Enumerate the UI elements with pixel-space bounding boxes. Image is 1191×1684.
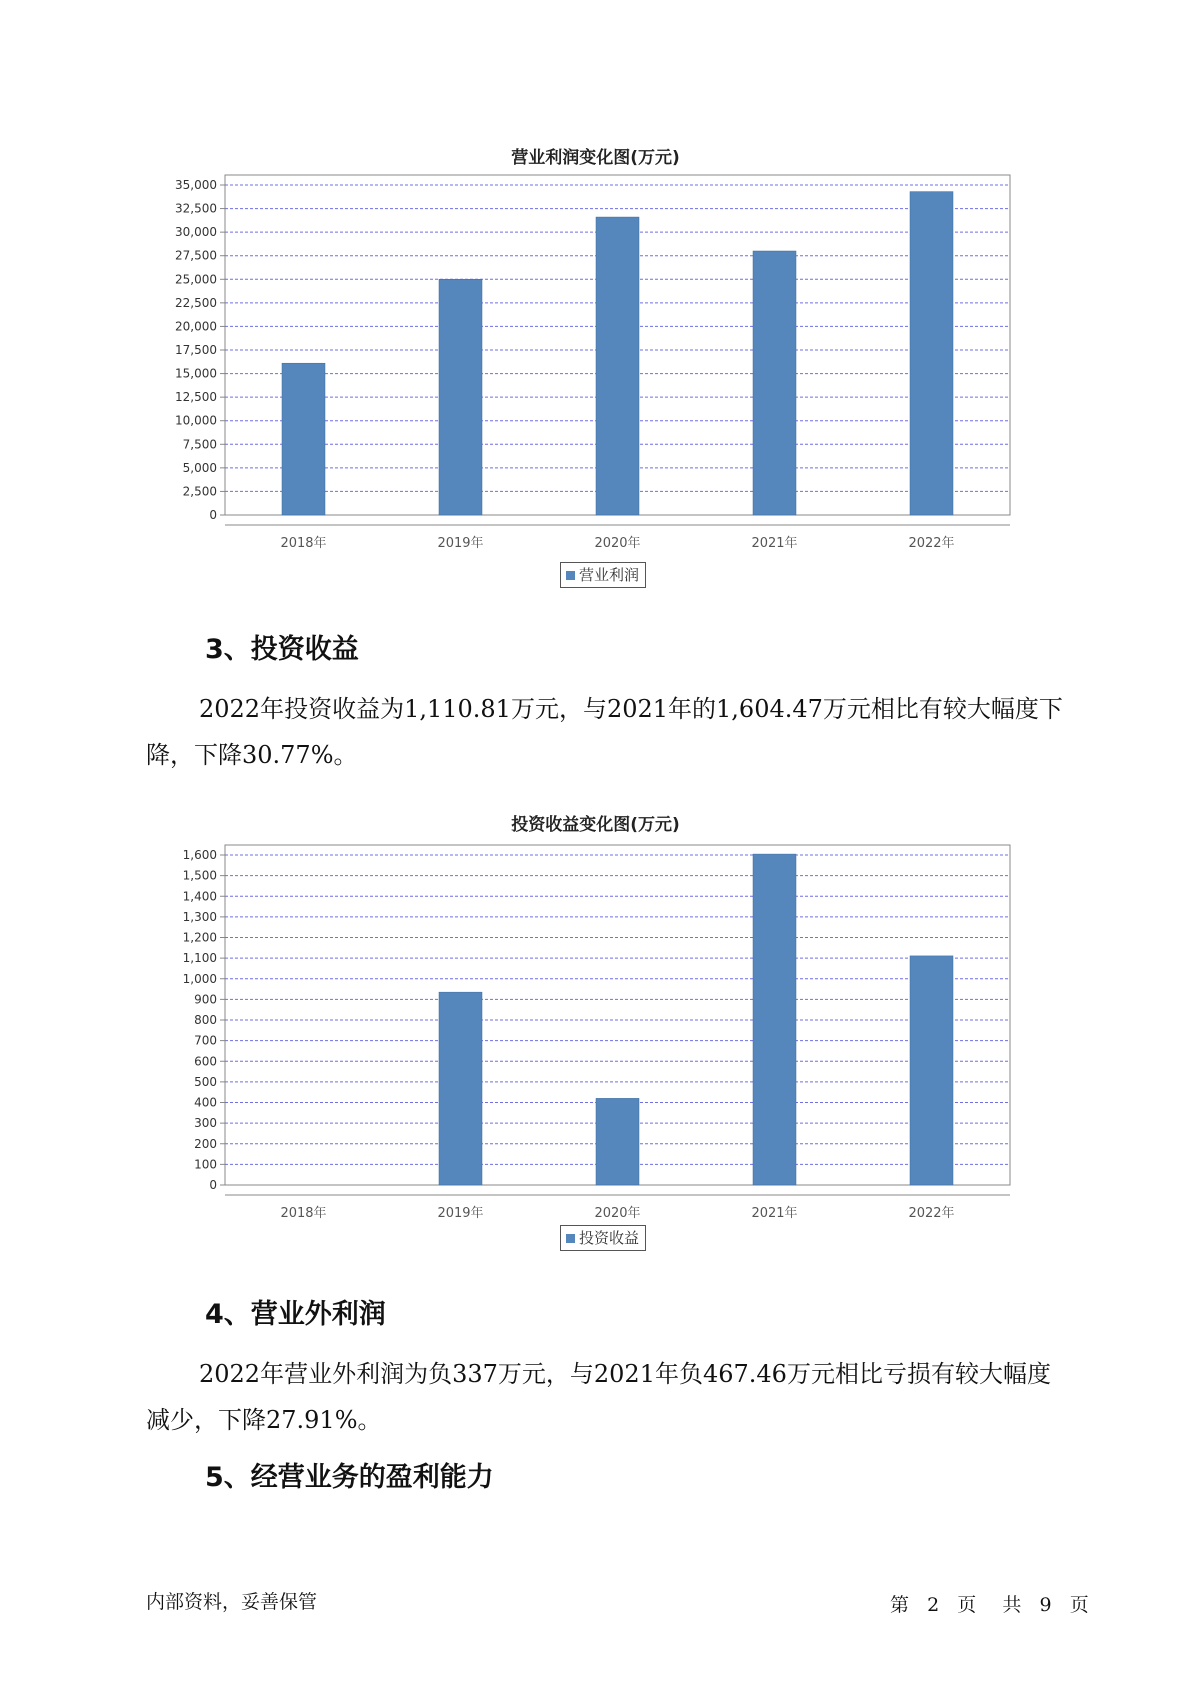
y-tick-label: 300 [194,1116,217,1131]
chart2-legend-label: 投资收益 [579,1229,640,1247]
bar-2020年 [596,217,639,515]
y-tick-label: 20,000 [175,319,217,334]
bar-2019年 [439,992,482,1185]
y-tick-label: 0 [209,508,217,522]
footer-page-number [890,1590,1089,1617]
chart1-legend-label: 营业利润 [579,566,640,584]
y-tick-label: 2,500 [182,484,217,499]
total-pages: 9 [1039,1594,1052,1616]
y-tick-label: 22,500 [175,295,217,310]
bar-2018年 [282,363,325,515]
bar-2022年 [910,956,953,1185]
y-tick-label: 900 [194,992,217,1007]
section-heading-operating-profitability: 5、经营业务的盈利能力 [205,1462,494,1493]
y-tick-label: 400 [194,1095,217,1110]
y-tick-label: 100 [194,1157,217,1172]
y-tick-label: 200 [194,1136,217,1151]
section-heading-non-operating-profit: 4、营业外利润 [205,1299,386,1330]
y-tick-label: 1,500 [182,868,217,883]
y-tick-label: 7,500 [182,437,217,452]
operating-profit-chart [0,160,1191,551]
y-tick-label: 15,000 [175,366,217,381]
y-tick-label: 1,400 [182,889,217,904]
section-paragraph-non-operating-profit [146,1351,1066,1443]
legend-swatch-icon [566,1234,575,1243]
chart2-legend [560,1225,646,1251]
x-tick-label: 2018年 [280,1206,327,1221]
y-tick-label: 1,600 [182,848,217,862]
x-tick-label: 2020年 [594,536,641,551]
y-tick-label: 25,000 [175,272,217,287]
page-prefix: 第 [890,1594,910,1616]
bar-2022年 [910,192,953,515]
x-tick-label: 2021年 [751,1206,798,1221]
y-tick-label: 27,500 [175,248,217,263]
y-tick-label: 35,000 [175,178,217,192]
chart2-title: 投资收益变化图(万元) [511,815,680,835]
x-tick-label: 2019年 [437,1206,484,1221]
y-tick-label: 5,000 [182,460,217,475]
y-tick-label: 800 [194,1013,217,1027]
legend-swatch-icon [566,571,575,580]
total-suffix: 页 [1069,1594,1089,1616]
x-tick-label: 2022年 [908,1206,955,1221]
x-tick-label: 2022年 [908,536,955,551]
x-tick-label: 2018年 [280,536,327,551]
x-tick-label: 2021年 [751,536,798,551]
y-tick-label: 1,200 [182,930,217,945]
page-number: 2 [927,1594,940,1616]
y-tick-label: 17,500 [175,343,217,357]
total-prefix: 共 [1002,1594,1022,1616]
y-tick-label: 500 [194,1074,217,1089]
x-tick-label: 2020年 [594,1206,641,1221]
page-mid: 页 [957,1594,977,1616]
bar-2021年 [753,854,796,1185]
chart1-legend [560,562,646,588]
bar-2021年 [753,251,796,515]
y-tick-label: 1,100 [182,951,217,966]
y-tick-label: 10,000 [175,413,217,428]
y-tick-label: 32,500 [175,201,217,216]
investment-income-chart [0,830,1191,1221]
x-tick-label: 2019年 [437,536,484,551]
y-tick-label: 30,000 [175,225,217,240]
paragraph-text: 2022年营业外利润为负337万元，与2021年负467.46万元相比亏损有较大幅度减少，下降27.91%。 [146,1360,1051,1434]
y-tick-label: 0 [209,1178,217,1192]
y-tick-label: 600 [194,1054,217,1069]
section-heading-investment-income: 3、投资收益 [205,634,359,665]
y-tick-label: 12,500 [175,390,217,405]
y-tick-label: 1,000 [182,971,217,986]
footer-confidential-note: 内部资料，妥善保管 [146,1591,318,1613]
bar-2020年 [596,1098,639,1185]
section-paragraph-investment-income [146,686,1066,778]
chart1-title: 营业利润变化图(万元) [511,148,680,168]
bar-2019年 [439,279,482,515]
y-tick-label: 700 [194,1033,217,1048]
y-tick-label: 1,300 [182,909,217,924]
paragraph-text: 2022年投资收益为1,110.81万元，与2021年的1,604.47万元相比有较大幅度下降，下降30.77%。 [146,695,1063,769]
